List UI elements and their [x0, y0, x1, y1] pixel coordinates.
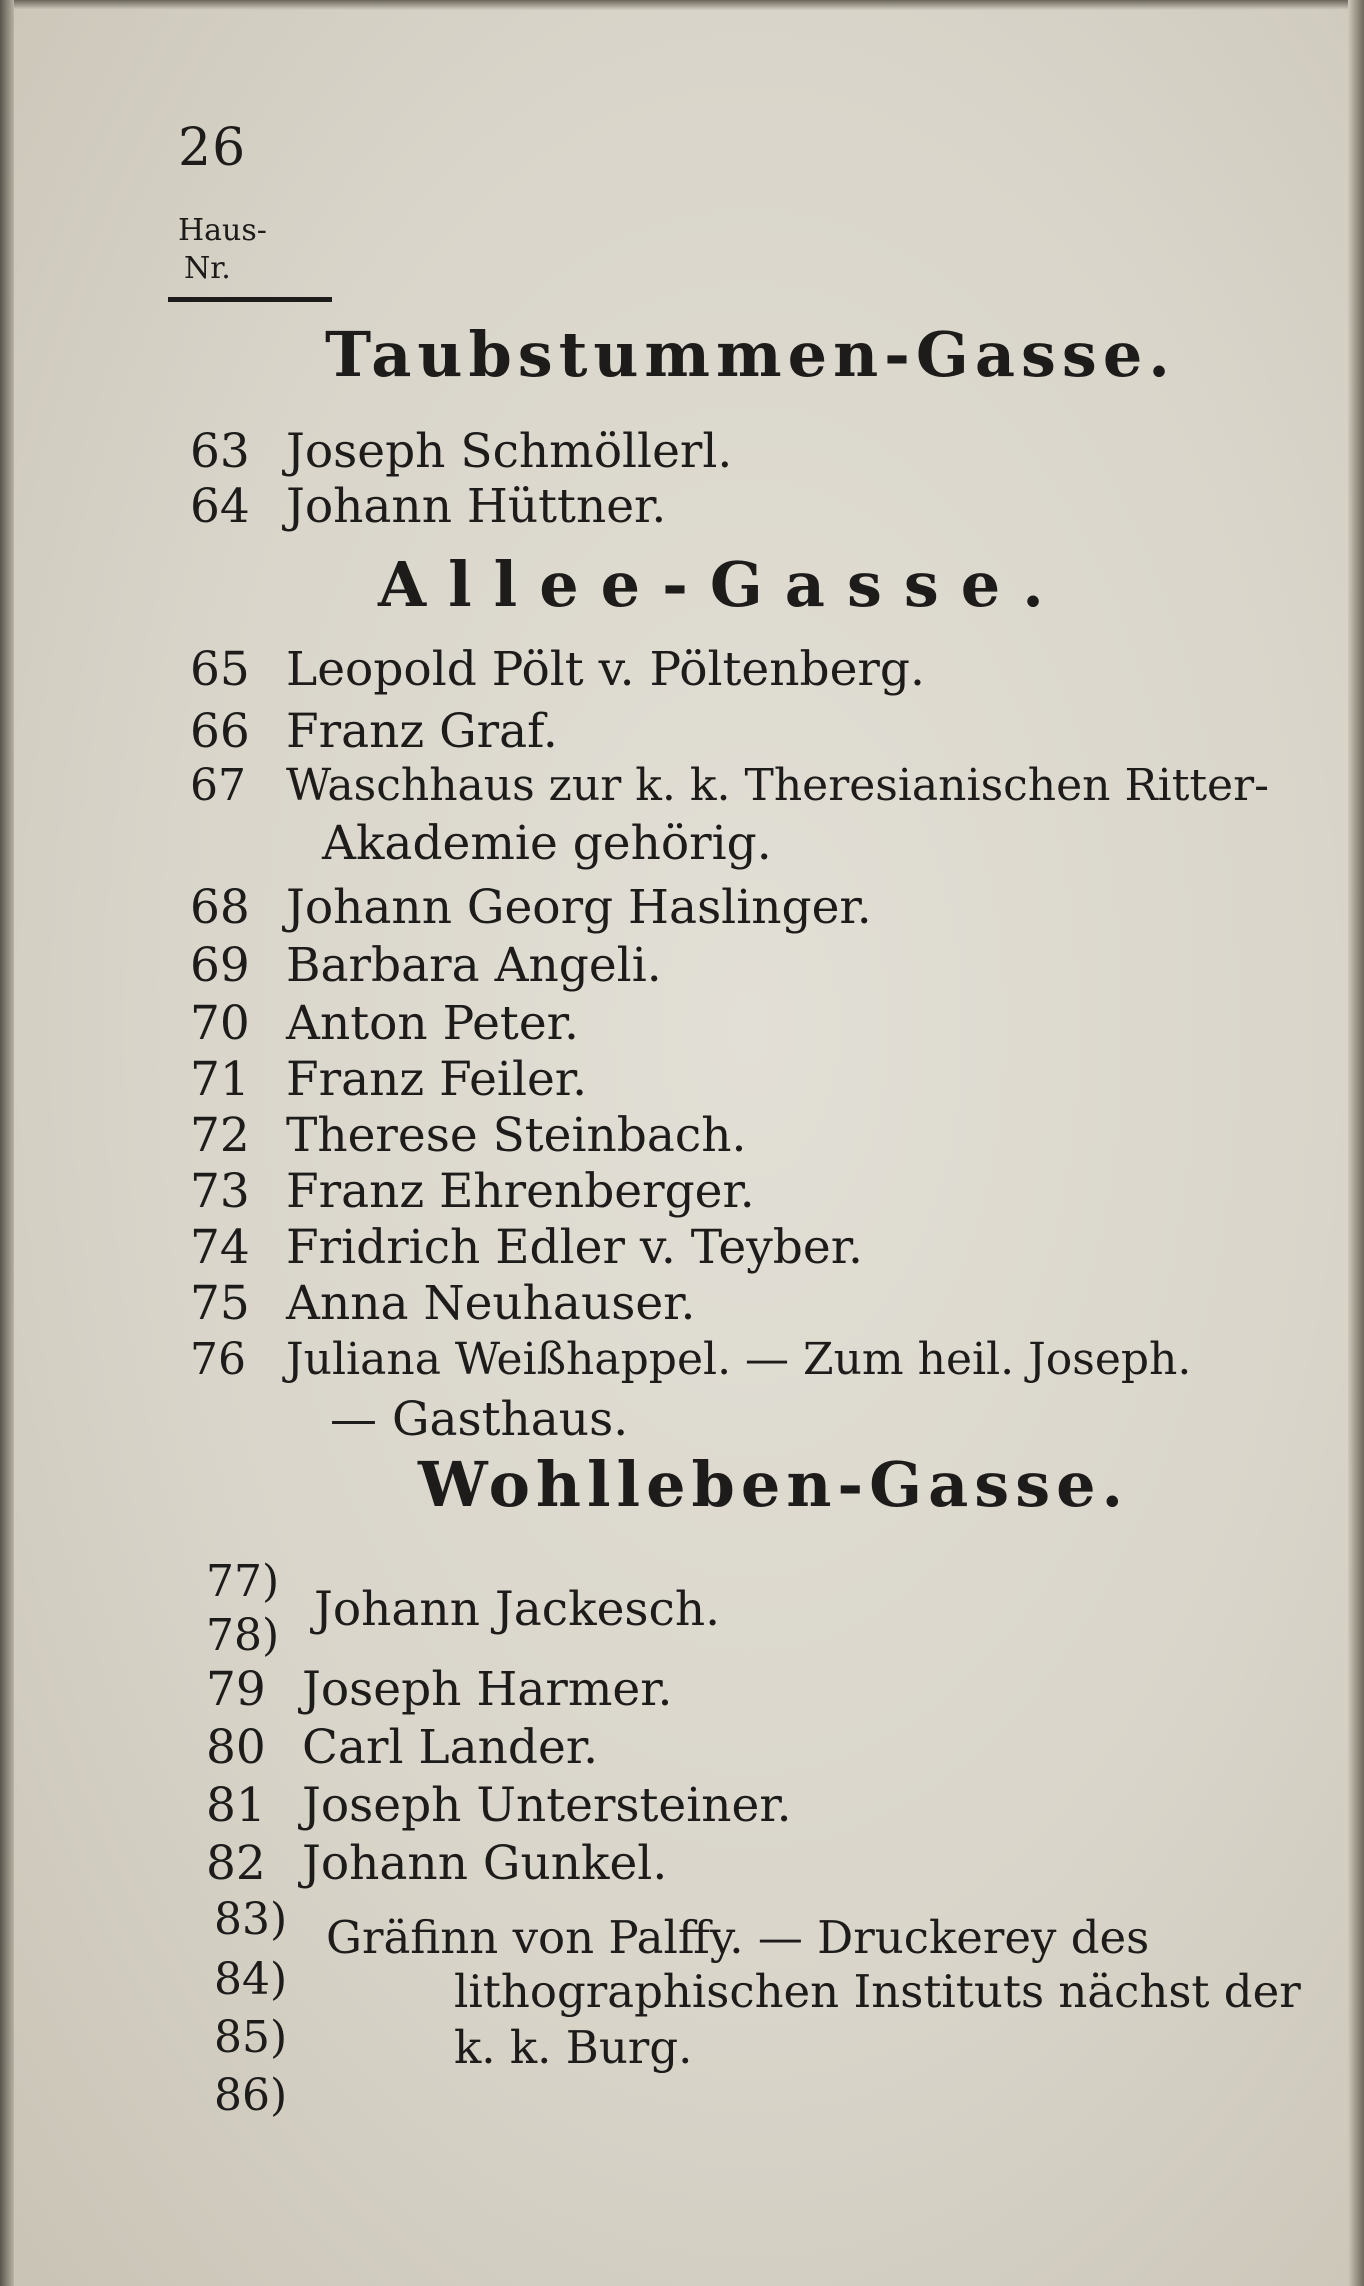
entry-row	[190, 477, 666, 537]
entry-row	[190, 994, 579, 1054]
house-number: 65	[190, 642, 250, 697]
resident-name: Waschhaus zur k. k. Theresianischen Ritter-	[286, 760, 1269, 811]
resident-name: Johann Hüttner.	[286, 479, 667, 534]
entry-row	[190, 1218, 863, 1278]
entry-row	[190, 936, 662, 996]
resident-name: Joseph Harmer.	[302, 1662, 673, 1717]
column-header	[178, 212, 267, 288]
resident-name: Gräfinn von Palffy. — Druckerey des	[326, 1911, 1150, 1964]
entry-row	[190, 1330, 1191, 1390]
house-number: 74	[190, 1220, 250, 1275]
page-number: 26	[178, 118, 247, 178]
resident-name: k. k. Burg.	[454, 2021, 693, 2074]
page-edge-left	[0, 0, 14, 2286]
house-number: 82	[206, 1836, 266, 1891]
resident-name: lithographischen Instituts nächst der	[454, 1965, 1301, 2018]
page-edge-right	[1348, 0, 1364, 2286]
resident-name: Franz Graf.	[286, 704, 558, 759]
entry-row	[190, 756, 1269, 816]
entry-row	[206, 1776, 792, 1836]
house-number: 84)	[214, 1954, 288, 2005]
resident-name: Therese Steinbach.	[286, 1108, 747, 1163]
house-number: 76	[190, 1334, 246, 1385]
entry-row	[190, 702, 558, 762]
entry-row	[206, 1660, 672, 1720]
house-number: 83)	[214, 1894, 288, 1945]
street-heading: Allee-Gasse.	[378, 548, 1066, 621]
resident-name: Joseph Schmöllerl.	[286, 424, 733, 479]
resident-name: Carl Lander.	[302, 1720, 599, 1775]
entry-row	[190, 1050, 587, 1110]
resident-name: Fridrich Edler v. Teyber.	[286, 1220, 863, 1275]
resident-name: Johann Jackesch.	[314, 1582, 721, 1637]
house-number: 69	[190, 938, 250, 993]
entry-row	[190, 422, 732, 482]
house-number: 66	[190, 704, 250, 759]
house-number: 79	[206, 1662, 266, 1717]
resident-name: Joseph Untersteiner.	[302, 1778, 792, 1833]
resident-name: Johann Georg Haslinger.	[286, 880, 872, 935]
resident-name: Juliana Weißhappel. — Zum heil. Joseph.	[286, 1334, 1192, 1385]
house-number: 81	[206, 1778, 266, 1833]
house-number: 77)	[206, 1556, 280, 1607]
entry-row	[206, 1718, 598, 1778]
house-number: 63	[190, 424, 250, 479]
house-number: 67	[190, 760, 246, 811]
resident-name: Franz Ehrenberger.	[286, 1164, 755, 1219]
street-heading: Wohlleben-Gasse.	[418, 1448, 1130, 1521]
resident-name: Anna Neuhauser.	[286, 1276, 696, 1331]
column-header-line-2: Nr.	[184, 251, 231, 286]
resident-name: Johann Gunkel.	[302, 1836, 668, 1891]
house-number: 85)	[214, 2012, 288, 2063]
resident-name: Leopold Pölt v. Pöltenberg.	[286, 642, 925, 697]
house-number: 64	[190, 479, 250, 534]
resident-name: Barbara Angeli.	[286, 938, 662, 993]
resident-name: Franz Feiler.	[286, 1052, 588, 1107]
column-header-line-1: Haus-	[178, 213, 267, 248]
entry-row	[190, 878, 872, 938]
house-number: 71	[190, 1052, 250, 1107]
house-number: 68	[190, 880, 250, 935]
page-edge-top	[0, 0, 1364, 10]
column-rule	[168, 297, 332, 302]
resident-name: Anton Peter.	[286, 996, 579, 1051]
house-number: 73	[190, 1164, 250, 1219]
entry-row	[190, 1106, 746, 1166]
entry-row	[190, 1274, 695, 1334]
house-number: 86)	[214, 2070, 288, 2121]
house-number: 80	[206, 1720, 266, 1775]
house-number: 72	[190, 1108, 250, 1163]
entry-continuation: Akademie gehörig.	[322, 816, 772, 871]
entry-row	[190, 1162, 755, 1222]
house-number: 75	[190, 1276, 250, 1331]
entry-row	[190, 640, 925, 700]
house-number: 70	[190, 996, 250, 1051]
entry-continuation: — Gasthaus.	[330, 1392, 629, 1447]
house-number: 78)	[206, 1610, 280, 1661]
entry-row	[206, 1834, 667, 1894]
street-heading: Taubstummen-Gasse.	[325, 318, 1176, 391]
